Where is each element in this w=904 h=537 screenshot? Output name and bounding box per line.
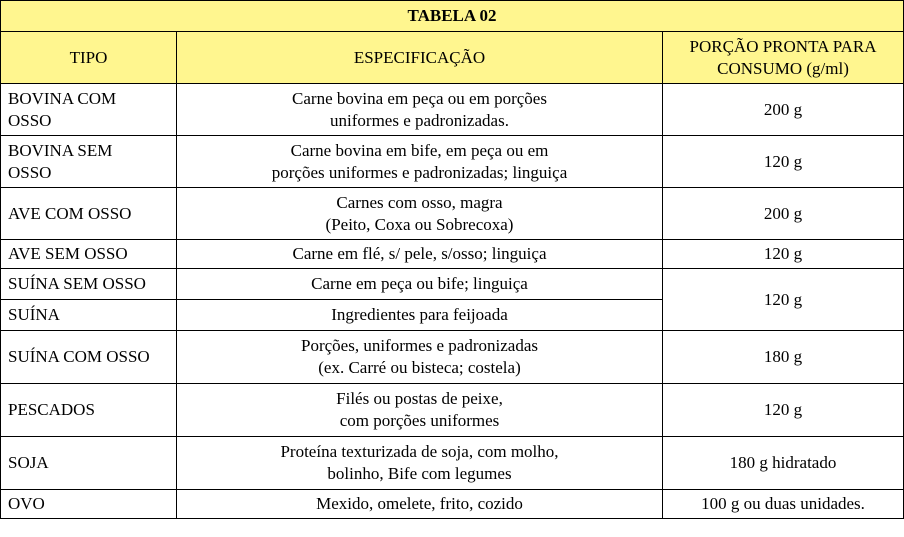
cell-porcao: 120 g bbox=[663, 384, 904, 437]
table-row bbox=[1, 437, 904, 490]
cell-especificacao bbox=[177, 331, 663, 384]
cell-tipo bbox=[1, 136, 177, 188]
cell-porcao: 200 g bbox=[663, 188, 904, 240]
cell-porcao: 120 g bbox=[663, 269, 904, 331]
cell-porcao: 180 g bbox=[663, 331, 904, 384]
cell-tipo-line2: OSSO bbox=[8, 162, 52, 182]
cell-especificacao bbox=[177, 136, 663, 188]
cell-spec-line1: Carne bovina em bife, em peça ou em bbox=[290, 140, 549, 160]
header-porcao-line2: CONSUMO (g/ml) bbox=[717, 58, 849, 78]
cell-tipo: SUÍNA SEM OSSO bbox=[1, 269, 177, 300]
cell-tipo: AVE SEM OSSO bbox=[1, 240, 177, 269]
cell-spec-line1: Carne bovina em peça ou em porções bbox=[292, 88, 547, 108]
table-row bbox=[1, 136, 904, 188]
table-row bbox=[1, 188, 904, 240]
cell-spec-line1: Carnes com osso, magra bbox=[336, 192, 503, 212]
cell-spec-line2: (ex. Carré ou bisteca; costela) bbox=[318, 358, 521, 377]
cell-tipo-line1: BOVINA COM bbox=[8, 88, 117, 108]
cell-especificacao bbox=[177, 437, 663, 490]
cell-porcao: 120 g bbox=[663, 136, 904, 188]
header-porcao-line1: PORÇÃO PRONTA PARA bbox=[689, 36, 877, 56]
cell-spec-line2: uniformes e padronizadas. bbox=[330, 110, 509, 130]
cell-tipo: AVE COM OSSO bbox=[1, 188, 177, 240]
cell-especificacao: Ingredientes para feijoada bbox=[177, 300, 663, 331]
cell-tipo-line2: OSSO bbox=[8, 110, 52, 130]
cell-tipo-line1: BOVINA SEM bbox=[8, 140, 113, 160]
cell-tipo bbox=[1, 84, 177, 136]
table-row bbox=[1, 331, 904, 384]
cell-spec-line2: porções uniformes e padronizadas; linguiça bbox=[271, 162, 568, 182]
cell-porcao: 100 g ou duas unidades. bbox=[663, 490, 904, 519]
table-title-row bbox=[1, 1, 904, 32]
table-row bbox=[1, 269, 904, 300]
cell-especificacao bbox=[177, 384, 663, 437]
header-porcao bbox=[663, 32, 904, 84]
cell-especificacao bbox=[177, 188, 663, 240]
table-header-row bbox=[1, 32, 904, 84]
cell-especificacao: Carne em peça ou bife; linguiça bbox=[177, 269, 663, 300]
cell-spec-line2: bolinho, Bife com legumes bbox=[327, 464, 512, 483]
cell-spec-line1: Porções, uniformes e padronizadas bbox=[301, 336, 538, 355]
cell-tipo: SUÍNA COM OSSO bbox=[1, 331, 177, 384]
cell-tipo: SUÍNA bbox=[1, 300, 177, 331]
cell-especificacao bbox=[177, 84, 663, 136]
cell-porcao: 200 g bbox=[663, 84, 904, 136]
table-row bbox=[1, 84, 904, 136]
cell-tipo: PESCADOS bbox=[1, 384, 177, 437]
cell-porcao: 120 g bbox=[663, 240, 904, 269]
table-row bbox=[1, 240, 904, 269]
cell-spec-line2: com porções uniformes bbox=[339, 411, 500, 430]
header-especificacao: ESPECIFICAÇÃO bbox=[177, 32, 663, 84]
cell-especificacao: Carne em flé, s/ pele, s/osso; linguiça bbox=[177, 240, 663, 269]
cell-spec-line1: Proteína texturizada de soja, com molho, bbox=[280, 442, 559, 461]
header-tipo: TIPO bbox=[1, 32, 177, 84]
cell-tipo: SOJA bbox=[1, 437, 177, 490]
table-title: TABELA 02 bbox=[1, 1, 904, 32]
table-row bbox=[1, 490, 904, 519]
cell-tipo: OVO bbox=[1, 490, 177, 519]
cell-porcao: 180 g hidratado bbox=[663, 437, 904, 490]
cell-spec-line1: Filés ou postas de peixe, bbox=[336, 389, 503, 408]
table-row bbox=[1, 384, 904, 437]
cell-spec-line2: (Peito, Coxa ou Sobrecoxa) bbox=[325, 214, 514, 234]
cell-especificacao: Mexido, omelete, frito, cozido bbox=[177, 490, 663, 519]
